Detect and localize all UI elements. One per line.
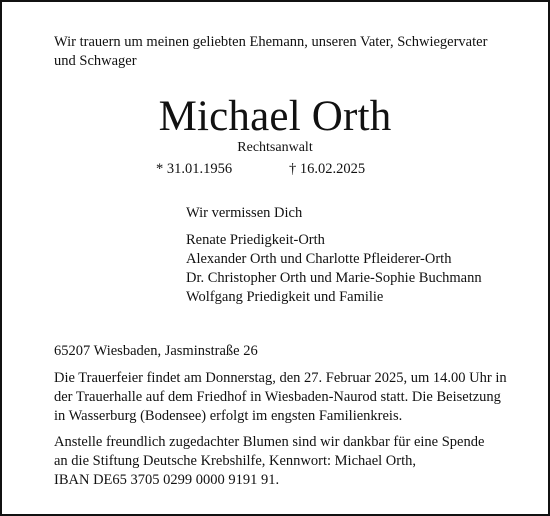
birth-date: * 31.01.1956 bbox=[156, 161, 233, 177]
intro-line-1: Wir trauern um meinen geliebten Ehemann, unseren Vater, Schwiegervater bbox=[54, 34, 488, 50]
mourners-heading: Wir vermissen Dich bbox=[186, 205, 303, 221]
donation-line-3: IBAN DE65 3705 0299 0000 9191 91. bbox=[54, 472, 280, 488]
mourner-name-2: Alexander Orth und Charlotte Pfleiderer-Orth bbox=[186, 251, 452, 267]
funeral-line-1: Die Trauerfeier findet am Donnerstag, den 27. Februar 2025, um 14.00 Uhr in bbox=[54, 370, 507, 386]
funeral-line-3: in Wasserburg (Bodensee) erfolgt im engsten Familienkreis. bbox=[54, 408, 403, 424]
death-date: † 16.02.2025 bbox=[289, 161, 366, 177]
funeral-line-2: der Trauerhalle auf dem Friedhof in Wiesbaden-Naurod statt. Die Beisetzung bbox=[54, 389, 501, 405]
deceased-name: Michael Orth bbox=[158, 93, 392, 140]
mourner-name-4: Wolfgang Priedigkeit und Familie bbox=[186, 289, 384, 305]
mourner-name-3: Dr. Christopher Orth und Marie-Sophie Buchmann bbox=[186, 270, 482, 286]
intro-line-2: und Schwager bbox=[54, 53, 137, 69]
donation-line-2: an die Stiftung Deutsche Krebshilfe, Kennwort: Michael Orth, bbox=[54, 453, 417, 469]
address: 65207 Wiesbaden, Jasminstraße 26 bbox=[54, 343, 258, 359]
donation-line-1: Anstelle freundlich zugedachter Blumen sind wir dankbar für eine Spende bbox=[54, 434, 485, 450]
mourner-name-1: Renate Priedigkeit-Orth bbox=[186, 232, 325, 248]
deceased-profession: Rechtsanwalt bbox=[237, 140, 313, 155]
